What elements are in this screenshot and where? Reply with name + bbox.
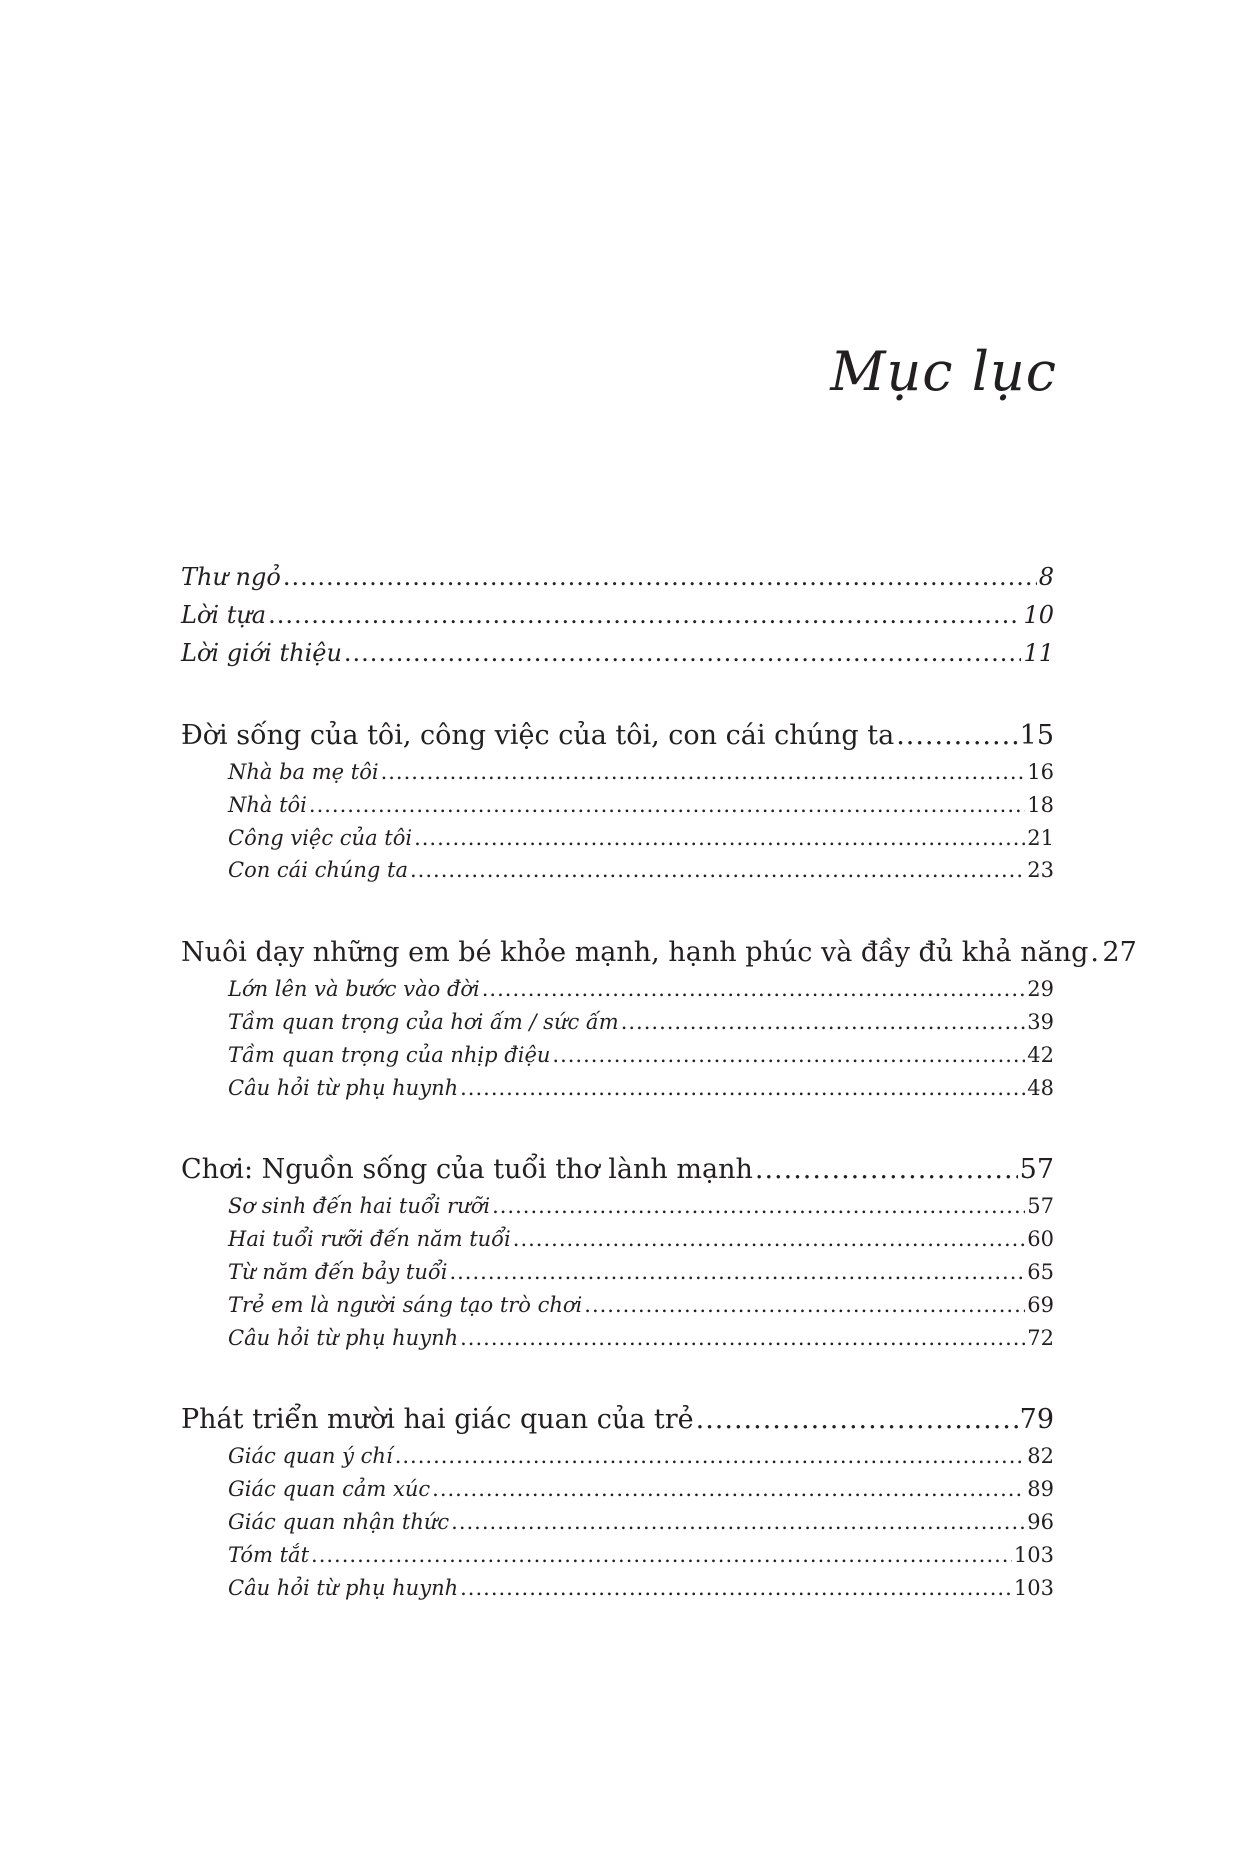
chapter-label: Phát triển mười hai giác quan của trẻ — [181, 1404, 694, 1436]
toc-section[interactable] — [181, 1223, 1054, 1256]
dot-leader — [309, 789, 1025, 822]
chapter-label: Chơi: Nguồn sống của tuổi thơ lành mạnh — [181, 1154, 753, 1186]
toc-entry-page: 11 — [1023, 639, 1054, 667]
section-label: Lớn lên và bước vào đời — [228, 977, 480, 1002]
toc-section[interactable] — [181, 1473, 1054, 1506]
dot-leader — [696, 1400, 1018, 1440]
toc-chapter-4[interactable] — [181, 1400, 1054, 1440]
toc-entry-label: Thư ngỏ — [181, 563, 281, 591]
section-label: Tầm quan trọng của hơi ấm / sức ấm — [228, 1009, 619, 1034]
dot-leader — [621, 1006, 1026, 1039]
section-label: Công việc của tôi — [228, 825, 413, 850]
table-of-contents — [181, 558, 1137, 1650]
toc-chapter-1[interactable] — [181, 716, 1054, 756]
toc-section[interactable] — [181, 1572, 1054, 1605]
chapter-page: 57 — [1019, 1154, 1054, 1186]
toc-section[interactable] — [181, 1006, 1054, 1039]
dot-leader — [432, 1473, 1025, 1506]
dot-leader — [395, 1440, 1026, 1473]
section-page: 57 — [1027, 1194, 1054, 1219]
section-page: 21 — [1027, 825, 1054, 850]
section-page: 69 — [1027, 1292, 1054, 1317]
dot-leader — [552, 1039, 1025, 1072]
section-page: 48 — [1027, 1075, 1054, 1100]
chapter-label: Nuôi dạy những em bé khỏe mạnh, hạnh phúc và đầy đủ khả năng — [181, 937, 1089, 969]
chapter-page: 15 — [1019, 720, 1054, 751]
chapter-label: Đời sống của tôi, công việc của tôi, con cái chúng ta — [181, 720, 895, 751]
toc-chapter-3[interactable] — [181, 1150, 1054, 1190]
chapter-page: 79 — [1019, 1404, 1054, 1436]
toc-entry-label: Lời giới thiệu — [181, 639, 342, 667]
dot-leader — [410, 854, 1025, 887]
toc-section[interactable] — [181, 1289, 1054, 1322]
chapter-group-2 — [181, 933, 1137, 1104]
toc-section[interactable] — [181, 822, 1054, 855]
dot-leader — [344, 634, 1022, 672]
toc-entry-thu-ngo[interactable] — [181, 558, 1054, 596]
dot-leader — [460, 1072, 1025, 1105]
dot-leader — [513, 1223, 1026, 1256]
toc-entry-loi-tua[interactable] — [181, 596, 1054, 634]
dot-leader — [381, 756, 1026, 789]
section-label: Con cái chúng ta — [228, 858, 408, 883]
section-page: 16 — [1027, 760, 1054, 784]
toc-section[interactable] — [181, 1072, 1054, 1105]
toc-section[interactable] — [181, 1506, 1054, 1539]
toc-section[interactable] — [181, 973, 1054, 1006]
section-page: 72 — [1027, 1325, 1054, 1350]
dot-leader — [283, 558, 1037, 596]
dot-leader — [492, 1190, 1025, 1223]
dot-leader — [268, 596, 1021, 634]
dot-leader — [460, 1572, 1012, 1605]
dot-leader — [414, 822, 1025, 855]
dot-leader — [584, 1289, 1025, 1322]
toc-entry-label: Lời tựa — [181, 601, 267, 629]
toc-chapter-2[interactable] — [181, 933, 1137, 973]
toc-entry-page: 10 — [1023, 601, 1054, 629]
section-page: 60 — [1027, 1227, 1054, 1252]
section-label: Câu hỏi từ phụ huynh — [228, 1075, 459, 1100]
chapter-page: 27 — [1102, 937, 1137, 969]
toc-entry-page: 8 — [1038, 563, 1054, 591]
front-matter-group — [181, 558, 1054, 672]
dot-leader — [896, 716, 1017, 756]
toc-section[interactable] — [181, 1440, 1054, 1473]
section-page: 42 — [1027, 1042, 1054, 1067]
dot-leader — [482, 973, 1026, 1006]
toc-entry-loi-gioi-thieu[interactable] — [181, 634, 1054, 672]
dot-leader — [311, 1539, 1012, 1572]
section-page: 39 — [1027, 1009, 1054, 1034]
toc-section[interactable] — [181, 854, 1054, 887]
section-label: Trẻ em là người sáng tạo trò chơi — [228, 1292, 583, 1317]
section-label: Tầm quan trọng của nhịp điệu — [228, 1042, 551, 1067]
section-label: Tóm tắt — [228, 1542, 310, 1567]
toc-section[interactable] — [181, 756, 1054, 789]
section-page: 89 — [1027, 1477, 1054, 1502]
dot-leader — [1090, 933, 1100, 973]
section-page: 96 — [1027, 1509, 1054, 1534]
section-page: 18 — [1027, 792, 1054, 817]
page-title: Mục lục — [830, 340, 1057, 403]
section-label: Từ năm đến bảy tuổi — [228, 1259, 448, 1284]
toc-section[interactable] — [181, 1539, 1054, 1572]
toc-section[interactable] — [181, 1190, 1054, 1223]
section-label: Nhà tôi — [228, 792, 307, 817]
dot-leader — [449, 1256, 1025, 1289]
section-label: Hai tuổi rưỡi đến năm tuổi — [228, 1227, 511, 1252]
section-label: Giác quan ý chí — [228, 1444, 393, 1469]
toc-section[interactable] — [181, 1322, 1054, 1355]
section-page: 82 — [1027, 1444, 1054, 1469]
dot-leader — [755, 1150, 1018, 1190]
section-label: Giác quan cảm xúc — [228, 1477, 431, 1502]
section-page: 103 — [1013, 1575, 1054, 1600]
toc-section[interactable] — [181, 789, 1054, 822]
section-page: 103 — [1013, 1542, 1054, 1567]
dot-leader — [451, 1506, 1025, 1539]
section-page: 65 — [1027, 1259, 1054, 1284]
section-label: Câu hỏi từ phụ huynh — [228, 1325, 459, 1350]
dot-leader — [460, 1322, 1025, 1355]
section-label: Giác quan nhận thức — [228, 1509, 450, 1534]
section-page: 29 — [1027, 977, 1054, 1002]
section-page: 23 — [1027, 858, 1054, 883]
section-label: Câu hỏi từ phụ huynh — [228, 1575, 459, 1600]
chapter-group-3 — [181, 1150, 1054, 1354]
chapter-group-4 — [181, 1400, 1054, 1604]
chapter-group-1 — [181, 716, 1054, 887]
toc-section[interactable] — [181, 1256, 1054, 1289]
toc-section[interactable] — [181, 1039, 1054, 1072]
section-label: Nhà ba mẹ tôi — [228, 760, 379, 784]
section-label: Sơ sinh đến hai tuổi rưỡi — [228, 1194, 491, 1219]
